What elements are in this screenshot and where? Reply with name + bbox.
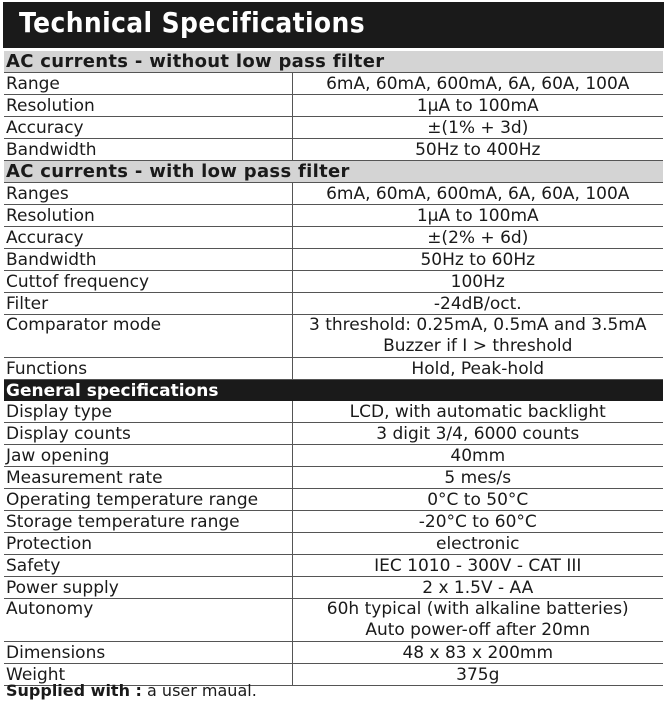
table-row — [4, 599, 663, 642]
spec-value — [292, 271, 663, 293]
section-heading: AC currents - with low pass filter — [4, 161, 663, 183]
spec-value-line: 0°C to 50°C — [427, 489, 529, 510]
table-row — [4, 293, 663, 315]
table-row — [4, 445, 663, 467]
spec-value — [292, 445, 663, 467]
spec-value-line: 6mA, 60mA, 600mA, 6A, 60A, 100A — [326, 183, 630, 204]
spec-label: Comparator mode — [4, 315, 292, 358]
footer-note — [6, 681, 257, 700]
spec-value — [292, 227, 663, 249]
spec-value-line: 1µA to 100mA — [416, 95, 539, 116]
table-row — [4, 555, 663, 577]
spec-value — [292, 249, 663, 271]
table-row — [4, 401, 663, 423]
section-header — [4, 51, 663, 73]
spec-label: Resolution — [4, 205, 292, 227]
spec-label: Weight — [4, 664, 292, 686]
spec-value — [292, 205, 663, 227]
spec-value — [292, 642, 663, 664]
spec-value-line: 2 x 1.5V - AA — [422, 577, 534, 598]
spec-value-line: -24dB/oct. — [433, 293, 522, 314]
table-row — [4, 95, 663, 117]
spec-label: Operating temperature range — [4, 489, 292, 511]
spec-label: Resolution — [4, 95, 292, 117]
table-row — [4, 489, 663, 511]
spec-label: Range — [4, 73, 292, 95]
spec-label: Bandwidth — [4, 139, 292, 161]
table-row — [4, 183, 663, 205]
spec-value — [292, 467, 663, 489]
spec-value-line: 6mA, 60mA, 600mA, 6A, 60A, 100A — [326, 73, 630, 94]
spec-value — [292, 533, 663, 555]
table-row — [4, 315, 663, 358]
spec-label: Power supply — [4, 577, 292, 599]
footer-text: a user maual. — [147, 681, 257, 700]
spec-value — [292, 139, 663, 161]
spec-label: Measurement rate — [4, 467, 292, 489]
spec-value-line: 1µA to 100mA — [416, 205, 539, 226]
spec-value-line: ±(2% + 6d) — [427, 227, 529, 248]
table-row — [4, 117, 663, 139]
table-row — [4, 467, 663, 489]
spec-value-line: 40mm — [450, 445, 506, 466]
spec-value-line: Hold, Peak-hold — [411, 358, 545, 379]
spec-value — [292, 183, 663, 205]
spec-value-line: 375g — [456, 664, 500, 685]
spec-value — [292, 95, 663, 117]
spec-label: Jaw opening — [4, 445, 292, 467]
spec-value — [292, 489, 663, 511]
spec-value-line: 60h typical (with alkaline batteries) — [326, 599, 629, 619]
spec-value-line: 3 threshold: 0.25mA, 0.5mA and 3.5mA — [309, 315, 647, 335]
section-header — [4, 380, 663, 402]
spec-label: Ranges — [4, 183, 292, 205]
table-row — [4, 423, 663, 445]
table-row — [4, 227, 663, 249]
section-header — [4, 161, 663, 183]
section-heading: AC currents - without low pass filter — [4, 51, 663, 73]
spec-value — [292, 401, 663, 423]
spec-value — [292, 599, 663, 642]
spec-label: Cuttof frequency — [4, 271, 292, 293]
spec-label: Filter — [4, 293, 292, 315]
spec-value — [292, 555, 663, 577]
spec-value-line: 50Hz to 60Hz — [420, 249, 536, 270]
spec-value-line: 50Hz to 400Hz — [415, 139, 541, 160]
spec-value-line: 100Hz — [450, 271, 505, 292]
spec-label: Accuracy — [4, 227, 292, 249]
spec-label: Bandwidth — [4, 249, 292, 271]
table-row — [4, 533, 663, 555]
spec-label: Dimensions — [4, 642, 292, 664]
title-bar — [3, 2, 664, 48]
spec-value-line: IEC 1010 - 300V - CAT III — [374, 555, 582, 576]
spec-label: Display type — [4, 401, 292, 423]
spec-value-line: 3 digit 3/4, 6000 counts — [376, 423, 580, 444]
spec-label: Autonomy — [4, 599, 292, 642]
spec-table — [4, 51, 663, 686]
spec-value-line: 48 x 83 x 200mm — [402, 642, 554, 663]
spec-label: Safety — [4, 555, 292, 577]
spec-value-line: ±(1% + 3d) — [427, 117, 529, 138]
spec-value — [292, 577, 663, 599]
table-row — [4, 271, 663, 293]
spec-label: Storage temperature range — [4, 511, 292, 533]
spec-label: Functions — [4, 358, 292, 380]
spec-value — [292, 664, 663, 686]
spec-value — [292, 117, 663, 139]
spec-value-line: -20°C to 60°C — [418, 511, 537, 532]
spec-value — [292, 358, 663, 380]
table-row — [4, 511, 663, 533]
table-row — [4, 577, 663, 599]
spec-value-line: Buzzer if I > threshold — [383, 336, 573, 356]
table-row — [4, 205, 663, 227]
spec-label: Protection — [4, 533, 292, 555]
spec-value-line: electronic — [436, 533, 520, 554]
spec-value-line: LCD, with automatic backlight — [349, 401, 606, 422]
spec-value — [292, 293, 663, 315]
spec-value-line: Auto power-off after 20mn — [365, 620, 591, 640]
spec-value — [292, 315, 663, 358]
spec-value-line: 5 mes/s — [444, 467, 512, 488]
page-title: Technical Specifications — [19, 6, 365, 39]
table-row — [4, 642, 663, 664]
table-row — [4, 249, 663, 271]
table-row — [4, 139, 663, 161]
spec-value — [292, 511, 663, 533]
footer-label: Supplied with : — [6, 681, 142, 700]
section-heading: General specifications — [4, 380, 663, 402]
spec-value — [292, 423, 663, 445]
table-row — [4, 358, 663, 380]
spec-label: Display counts — [4, 423, 292, 445]
table-row — [4, 73, 663, 95]
spec-label: Accuracy — [4, 117, 292, 139]
spec-value — [292, 73, 663, 95]
